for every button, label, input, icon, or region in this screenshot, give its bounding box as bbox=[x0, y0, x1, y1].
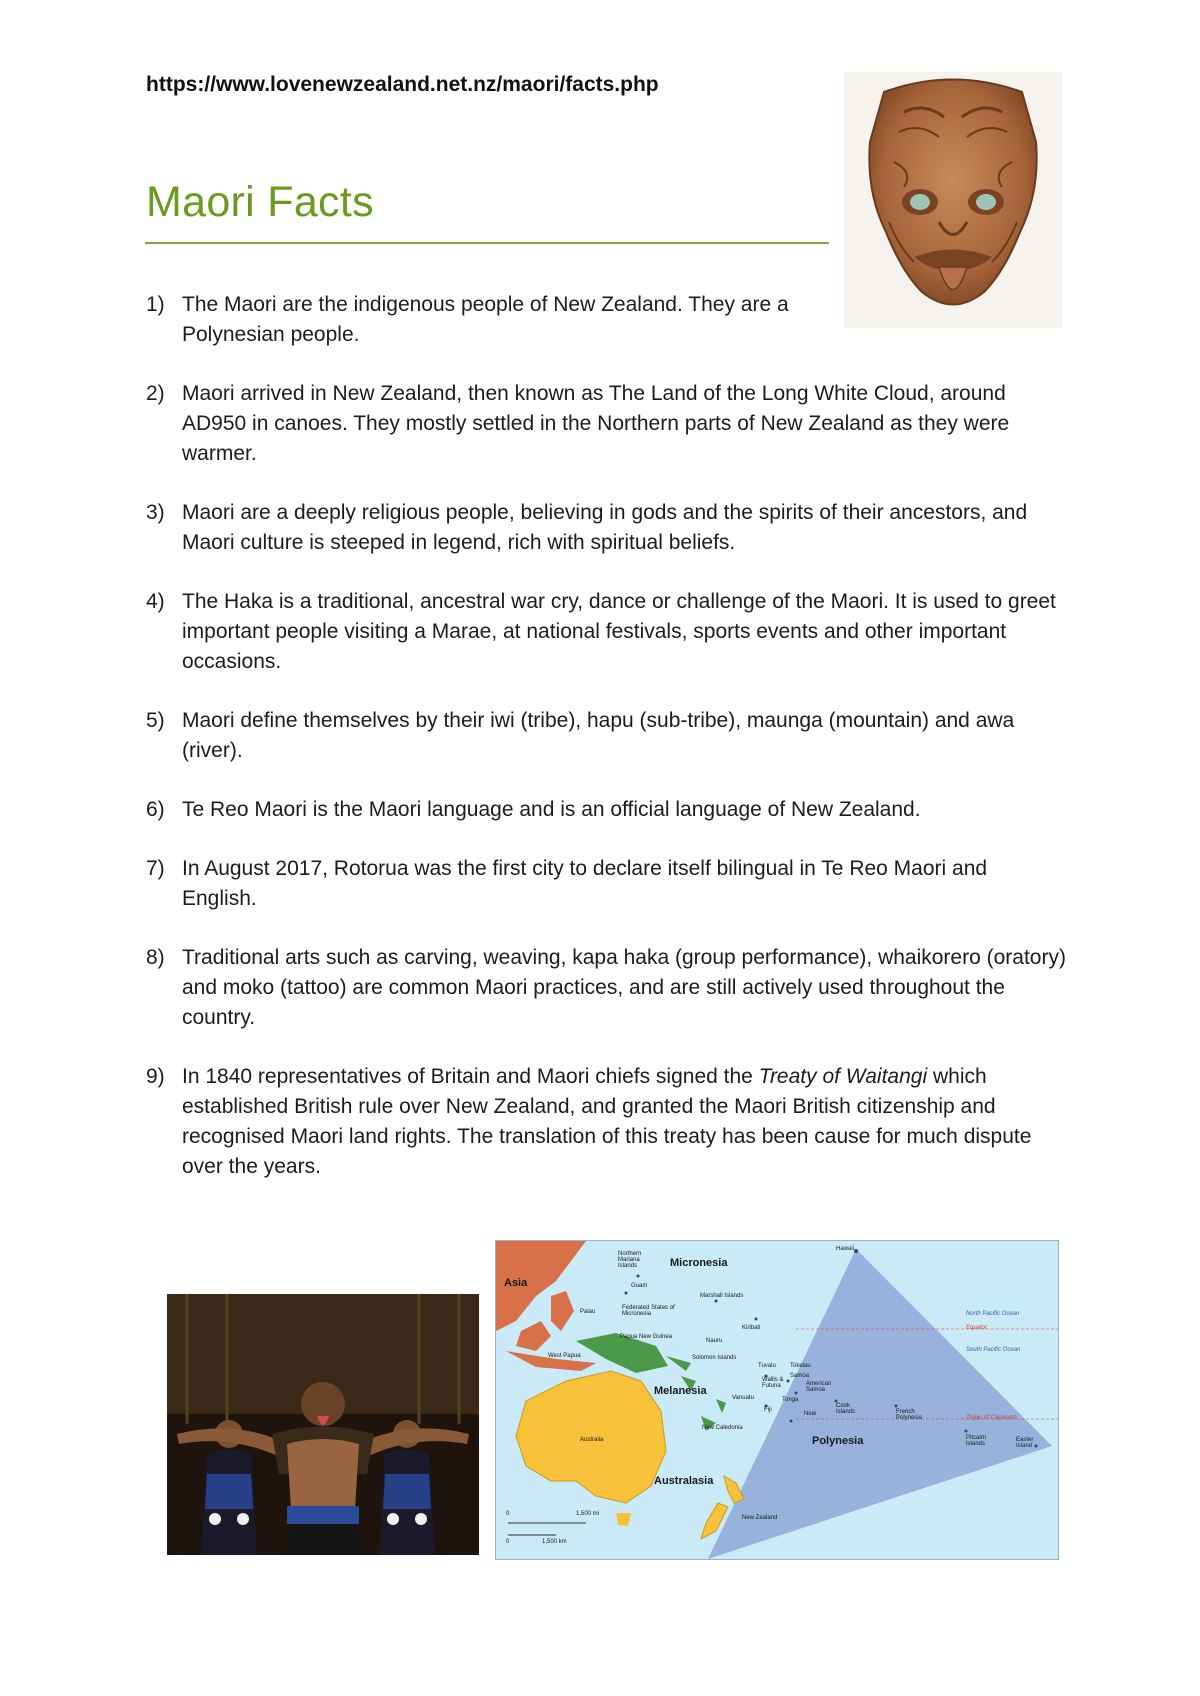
map-label-nauru: Nauru bbox=[706, 1338, 723, 1344]
map-label-vanuatu: Vanuatu bbox=[732, 1395, 754, 1401]
map-label-australasia: Australasia bbox=[654, 1475, 714, 1487]
list-item: 9) In 1840 representatives of Britain and Maori chiefs signed the Treaty of Waitangi which established British rule over New Zealand, and granted the Maori British citizenship and recognised Maori land rights. The translation of this treaty has been cause for much dispute over the years. bbox=[146, 1065, 1032, 1178]
map-scale-km: 1,500 km bbox=[542, 1539, 567, 1545]
map-label-guam: Guam bbox=[631, 1283, 648, 1289]
map-label-capricorn: Tropic of Capricorn bbox=[966, 1415, 1017, 1421]
list-item: 5) Maori define themselves by their iwi (tribe), hapu (sub-tribe), maunga (mountain) and awa (river). bbox=[146, 709, 1015, 762]
map-label-northern-mariana: Northern Mariana Islands bbox=[618, 1251, 642, 1269]
pacific-map bbox=[495, 1240, 1059, 1560]
facts-list bbox=[146, 290, 1066, 1211]
map-label-north-pacific: North Pacific Ocean bbox=[966, 1311, 1020, 1317]
map-label-south-pacific: South Pacific Ocean bbox=[966, 1347, 1021, 1353]
haka-performers-photo bbox=[167, 1294, 479, 1555]
list-item: 6) Te Reo Maori is the Maori language and is an official language of New Zealand. bbox=[146, 798, 921, 821]
map-label-micronesia: Micronesia bbox=[670, 1257, 728, 1269]
map-label-tokelau: Tokelau bbox=[790, 1363, 811, 1369]
map-label-new-caledonia: New Caledonia bbox=[702, 1425, 743, 1431]
map-label-west-papua: West Papua bbox=[548, 1353, 581, 1359]
map-label-tonga: Tonga bbox=[782, 1397, 799, 1403]
map-label-niue: Niue bbox=[804, 1411, 817, 1417]
map-label-pitcairn: Pitcairn Islands bbox=[966, 1435, 987, 1447]
list-item: 2) Maori arrived in New Zealand, then known as The Land of the Long White Cloud, around AD950 in canoes. They mostly settled in the Northern parts of New Zealand as they were warmer. bbox=[146, 382, 1010, 465]
map-label-new-zealand: New Zealand bbox=[742, 1515, 778, 1521]
map-scale-mi: 1,500 mi bbox=[576, 1511, 600, 1517]
map-label-easter: Easter Island bbox=[1016, 1437, 1034, 1449]
map-label-fiji: Fiji bbox=[764, 1407, 772, 1413]
map-label-palau: Palau bbox=[580, 1309, 596, 1315]
map-label-hawaii: Hawaii bbox=[836, 1246, 855, 1252]
map-label-cook: Cook Islands bbox=[836, 1403, 856, 1415]
map-label-fsm: Federated States of Micronesia bbox=[622, 1305, 675, 1317]
map-label-kiribati: Kiribati bbox=[742, 1325, 761, 1331]
map-label-american-samoa: American Samoa bbox=[806, 1381, 832, 1393]
title-divider bbox=[145, 242, 829, 244]
map-label-marshall: Marshall Islands bbox=[700, 1293, 744, 1299]
map-label-tuvalu: Tuvalu bbox=[758, 1363, 776, 1369]
map-scale-zero-mi: 0 bbox=[506, 1511, 510, 1517]
map-label-png: Papua New Guinea bbox=[620, 1334, 673, 1340]
map-label-australia: Australia bbox=[580, 1437, 604, 1443]
map-label-asia: Asia bbox=[504, 1277, 528, 1289]
list-item: 8) Traditional arts such as carving, weaving, kapa haka (group performance), whaikorero (oratory) and moko (tattoo) are common Maori practices, and are still actively used throughout the country. bbox=[146, 946, 1066, 1029]
list-item: 4) The Haka is a traditional, ancestral war cry, dance or challenge of the Maori. It is used to greet important people visiting a Marae, at national festivals, sports events and other important occasions. bbox=[146, 590, 1056, 673]
map-scale-zero-km: 0 bbox=[506, 1539, 510, 1545]
map-label-samoa: Samoa bbox=[790, 1373, 810, 1379]
treaty-title: Treaty of Waitangi bbox=[758, 1065, 928, 1088]
list-item: 1) The Maori are the indigenous people of New Zealand. They are a Polynesian people. bbox=[146, 293, 789, 346]
page-title: Maori Facts bbox=[146, 178, 374, 226]
list-item: 7) In August 2017, Rotorua was the first city to declare itself bilingual in Te Reo Maori and English. bbox=[146, 857, 988, 910]
map-label-solomon: Solomon Islands bbox=[692, 1355, 737, 1361]
list-item: 3) Maori are a deeply religious people, believing in gods and the spirits of their ancestors, and Maori culture is steeped in legend, rich with spiritual beliefs. bbox=[146, 501, 1028, 554]
source-url: https://www.lovenewzealand.net.nz/maori/facts.php bbox=[146, 73, 659, 96]
map-label-polynesia: Polynesia bbox=[812, 1435, 864, 1447]
map-label-equator: Equator bbox=[966, 1325, 988, 1331]
map-label-wallis: Wallis & Futuna bbox=[762, 1377, 784, 1389]
map-label-melanesia: Melanesia bbox=[654, 1385, 707, 1397]
map-label-french-polynesia: French Polynesia bbox=[896, 1409, 923, 1421]
